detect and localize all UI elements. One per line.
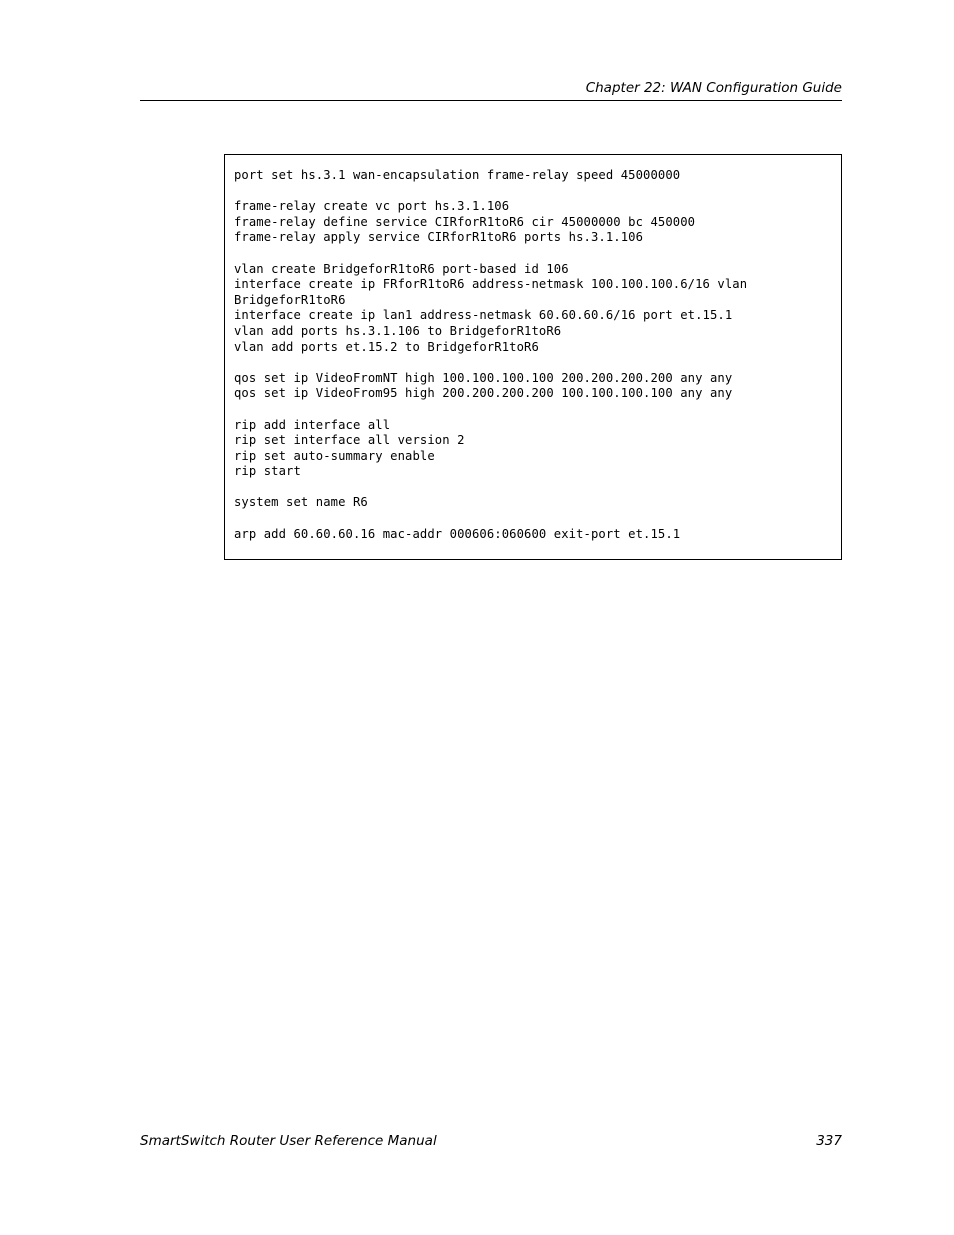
code-line: rip set interface all version 2 [234, 433, 465, 448]
code-line: rip start [234, 464, 301, 479]
code-line: interface create ip lan1 address-netmask 60.60.60.6/16 port et.15.1 [234, 308, 733, 323]
code-line [234, 246, 747, 262]
page-number: 337 [816, 1133, 842, 1149]
code-line [234, 355, 747, 371]
code-line: frame-relay apply service CIRforR1toR6 ports hs.3.1.106 [234, 230, 644, 245]
code-line: system set name R6 [234, 495, 368, 510]
code-line: frame-relay define service CIRforR1toR6 cir 45000000 bc 450000 [234, 214, 696, 229]
code-line [234, 480, 747, 496]
manual-title: SmartSwitch Router User Reference Manual [140, 1133, 437, 1149]
code-line: arp add 60.60.60.16 mac-addr 000606:060600 exit-port et.15.1 [234, 526, 681, 541]
code-line: vlan add ports et.15.2 to BridgeforR1toR6 [234, 339, 539, 354]
code-line [234, 511, 747, 527]
code-example-box [224, 154, 842, 560]
code-line: interface create ip FRforR1toR6 address-netmask 100.100.100.6/16 vlan [234, 277, 748, 292]
code-lines [234, 168, 747, 542]
code-line: vlan add ports hs.3.1.106 to BridgeforR1toR6 [234, 323, 562, 338]
code-line: rip add interface all [234, 417, 391, 432]
code-line: BridgeforR1toR6 [234, 292, 346, 307]
code-line: rip set auto-summary enable [234, 448, 435, 463]
code-line: vlan create BridgeforR1toR6 port-based id 106 [234, 261, 569, 276]
code-line: qos set ip VideoFromNT high 100.100.100.100 200.200.200.200 any any [234, 370, 733, 385]
page-header [140, 78, 842, 101]
code-line: frame-relay create vc port hs.3.1.106 [234, 199, 510, 214]
code-line: qos set ip VideoFrom95 high 200.200.200.200 100.100.100.100 any any [234, 386, 733, 401]
code-line: port set hs.3.1 wan-encapsulation frame-relay speed 45000000 [234, 168, 681, 182]
code-line [234, 184, 747, 200]
code-line [234, 402, 747, 418]
chapter-title: Chapter 22: WAN Configuration Guide [585, 80, 842, 96]
